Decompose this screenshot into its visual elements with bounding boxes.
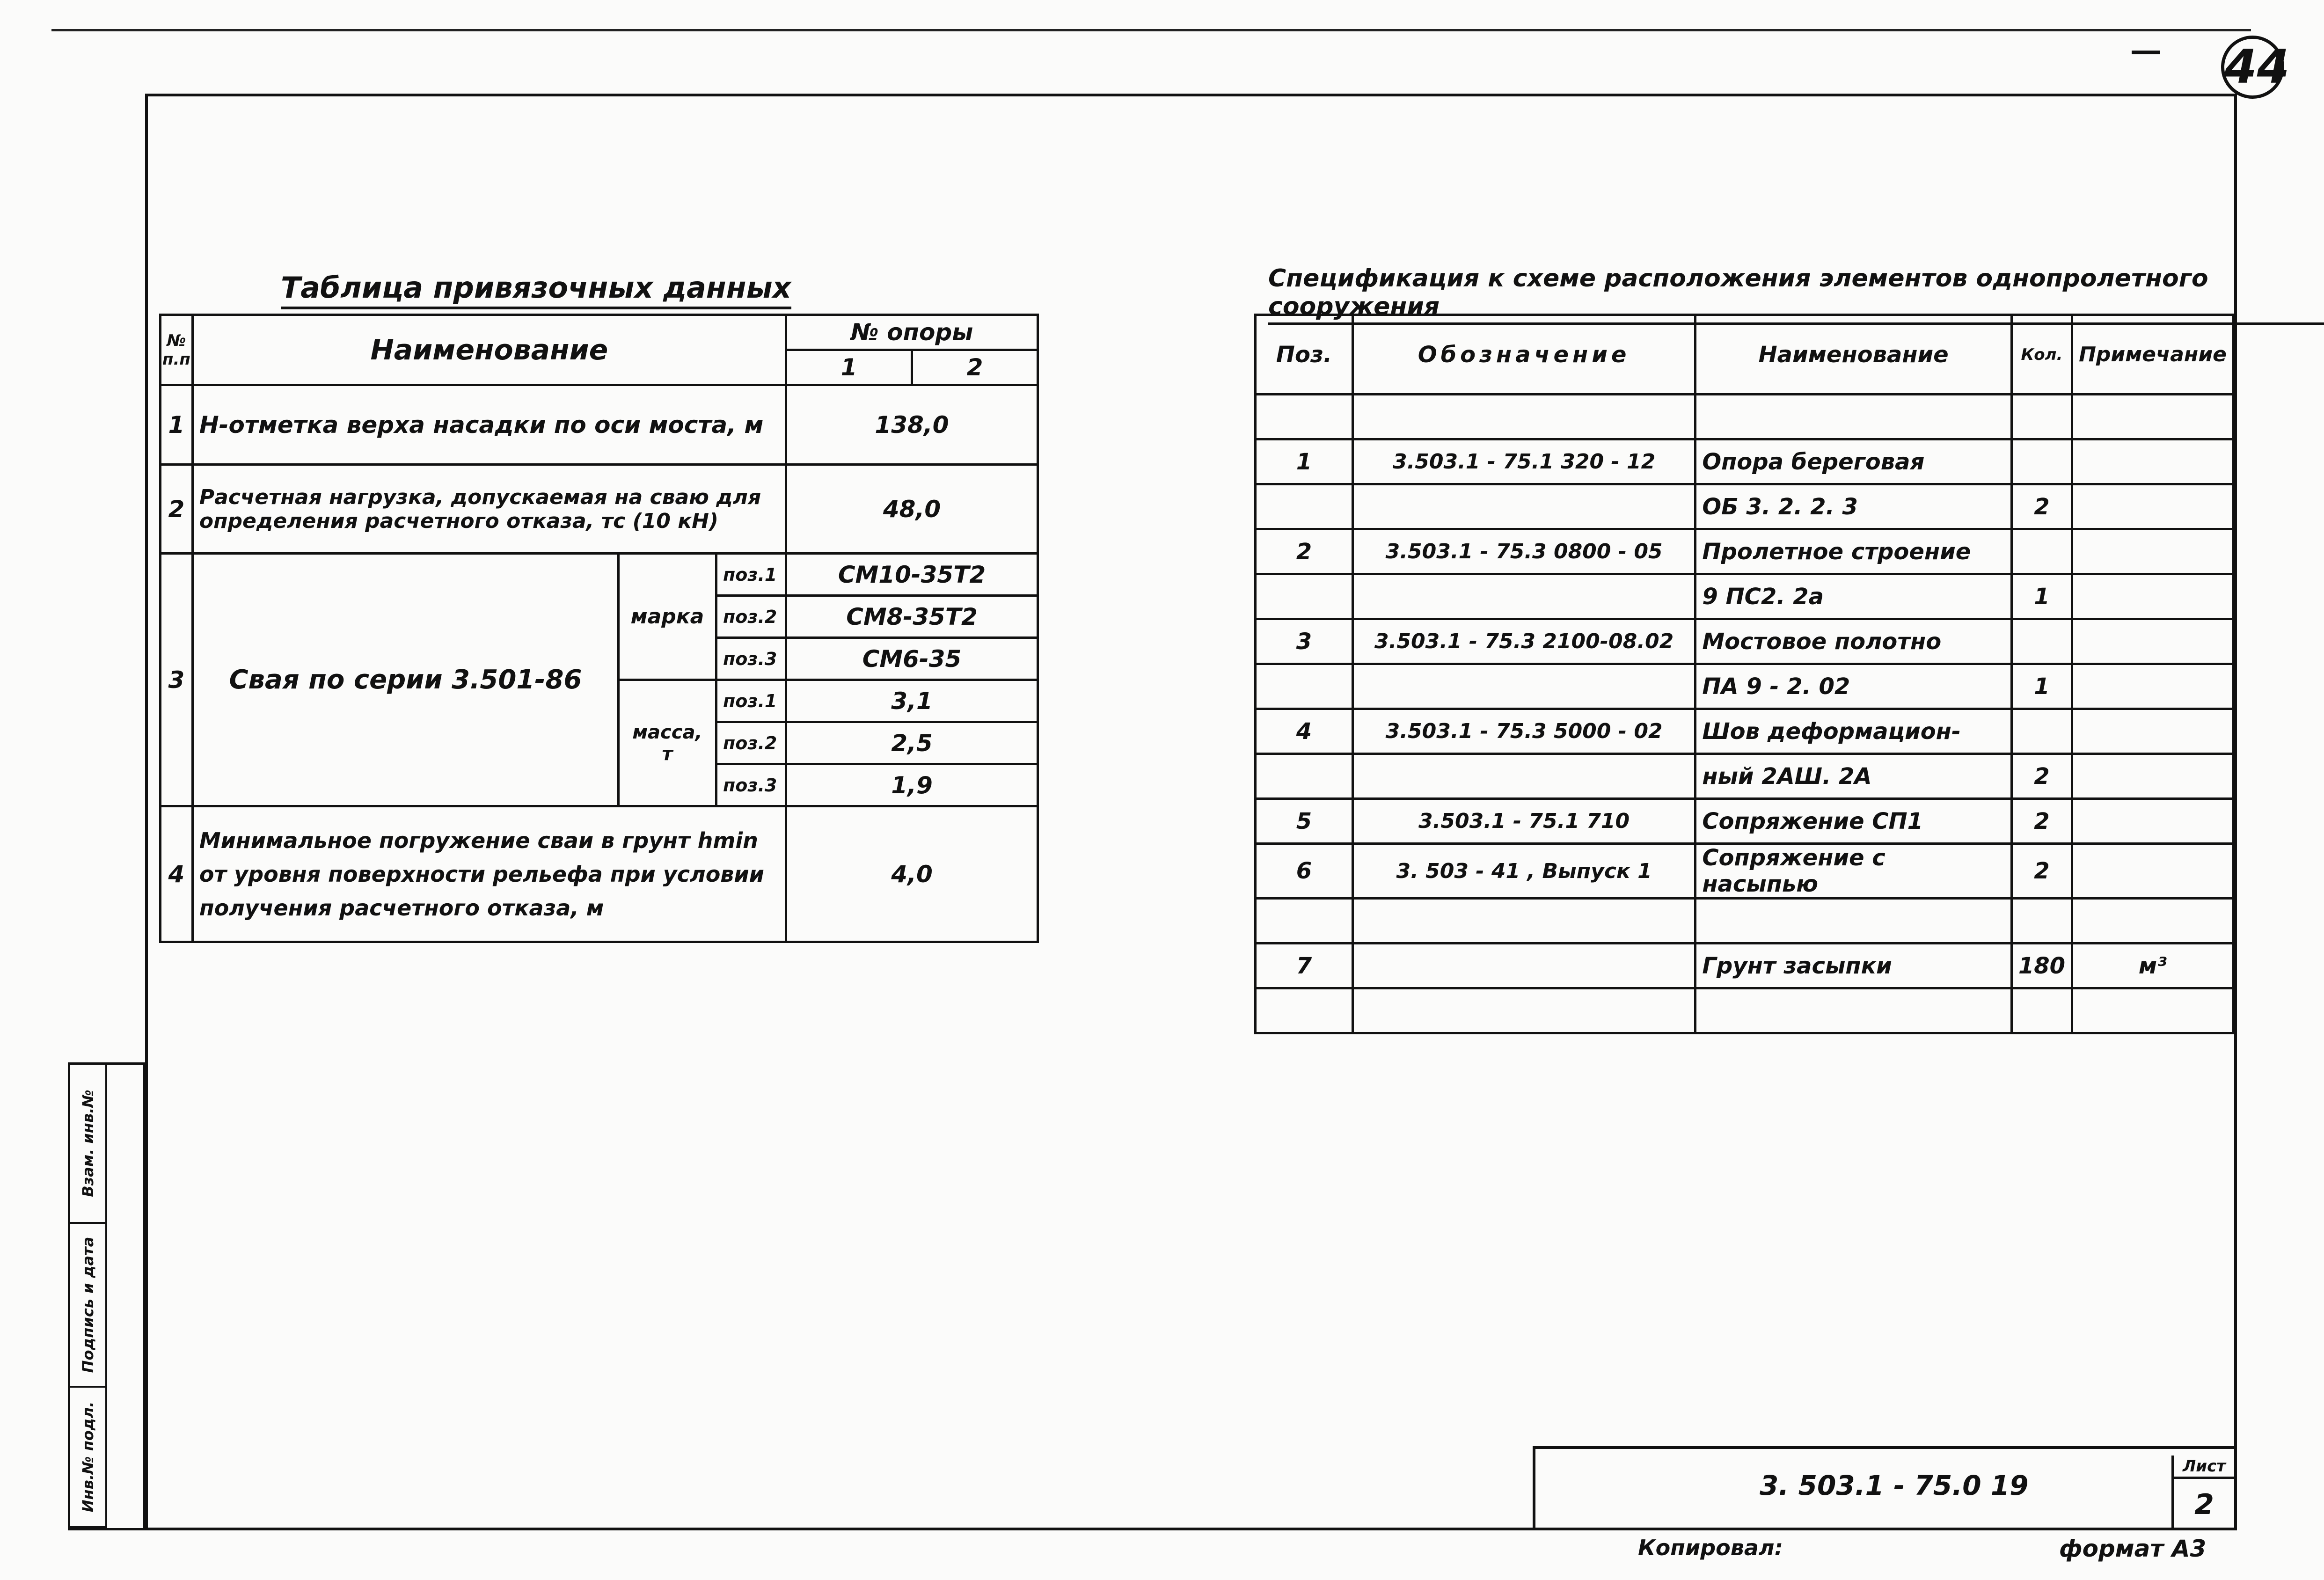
strip-cell-inventory: Инв.№ подл. — [70, 1388, 105, 1528]
support1-header: 1 — [786, 350, 912, 385]
table-row — [1256, 754, 2234, 799]
table-row — [1256, 799, 2234, 844]
cell-qty — [2011, 899, 2072, 944]
cell-name: ОБ 3. 2. 2. 3 — [1695, 484, 2012, 529]
cell-designation: 3.503.1 - 75.3 2100-08.02 — [1352, 619, 1695, 664]
cell-name: ный 2АШ. 2А — [1695, 754, 2012, 799]
cell-designation: 3.503.1 - 75.1 710 — [1352, 799, 1695, 844]
binding-data-table — [159, 314, 1039, 943]
cell-qty: 180 — [2011, 944, 2072, 988]
cell-pos — [1256, 899, 1353, 944]
table-row: поз.2 2,5 — [161, 722, 1038, 764]
cell-name — [1695, 899, 2012, 944]
cell-note: м³ — [2072, 944, 2234, 988]
cell-name: Мостовое полотно — [1695, 619, 2012, 664]
cell-qty — [2011, 619, 2072, 664]
table-row: 3 Свая по серии 3.501-86 марка поз.1 СМ10-35Т2 — [161, 554, 1038, 596]
cell-note — [2072, 754, 2234, 799]
cell-note — [2072, 988, 2234, 1033]
cell-note — [2072, 395, 2234, 439]
mark-label: марка — [619, 554, 716, 680]
num-col-header: № п.п — [161, 315, 193, 385]
paper-format: формат А3 — [2059, 1535, 2207, 1562]
cell-note — [2072, 709, 2234, 754]
cell-pos: 5 — [1256, 799, 1353, 844]
designation-col-header: Обозначение — [1352, 315, 1695, 395]
copied-by: Копировал: — [1638, 1535, 1783, 1560]
cell-name: ПА 9 - 2. 02 — [1695, 664, 2012, 709]
note-col-header: Примечание — [2072, 315, 2234, 395]
sheet-label: Лист — [2171, 1456, 2237, 1479]
cell-qty — [2011, 529, 2072, 574]
cell-qty: 1 — [2011, 664, 2072, 709]
table-row — [1256, 439, 2234, 484]
pos-col-header: Поз. — [1256, 315, 1353, 395]
cell-name — [1695, 395, 2012, 439]
cell-name: Опора береговая — [1695, 439, 2012, 484]
cell-qty — [2011, 395, 2072, 439]
table-row — [1256, 709, 2234, 754]
table-row: поз.3 1,9 — [161, 764, 1038, 806]
cell-designation — [1352, 484, 1695, 529]
name-col-header-2: Наименование — [1695, 315, 2012, 395]
specification-rows — [1256, 395, 2234, 1033]
cell-pos: 7 — [1256, 944, 1353, 988]
cell-pos: 6 — [1256, 844, 1353, 899]
pile-name: Свая по серии 3.501-86 — [192, 554, 618, 806]
name-col-header: Наименование — [192, 315, 786, 385]
cell-qty — [2011, 709, 2072, 754]
cell-name: Пролетное строение — [1695, 529, 2012, 574]
table-row — [1256, 944, 2234, 988]
cell-designation — [1352, 574, 1695, 619]
side-strip-labels — [70, 1065, 107, 1528]
cell-qty: 2 — [2011, 799, 2072, 844]
table-row — [1256, 484, 2234, 529]
table-row — [1256, 664, 2234, 709]
cell-note — [2072, 844, 2234, 899]
table1-title: Таблица привязочных данных — [281, 271, 791, 309]
cell-note — [2072, 529, 2234, 574]
table-row — [1256, 395, 2234, 439]
cell-pos — [1256, 484, 1353, 529]
cell-pos — [1256, 754, 1353, 799]
table-row — [1256, 899, 2234, 944]
strip-cell-signature: Подпись и дата — [70, 1224, 105, 1388]
cell-note — [2072, 619, 2234, 664]
table-row — [1256, 844, 2234, 899]
cell-name — [1695, 988, 2012, 1033]
cell-pos: 4 — [1256, 709, 1353, 754]
table-row: 4 Минимальное погружение сваи в грунт hmin от уровня поверхности рельефа при условии получения расчетного отказа, м 4,0 — [161, 806, 1038, 942]
cell-qty: 2 — [2011, 754, 2072, 799]
document-code: 3. 503.1 - 75.0 19 — [1760, 1470, 2029, 1501]
cell-designation: 3.503.1 - 75.1 320 - 12 — [1352, 439, 1695, 484]
table-row — [1256, 988, 2234, 1033]
sheet-number: 2 — [2194, 1488, 2214, 1521]
cell-pos: 3 — [1256, 619, 1353, 664]
cell-qty — [2011, 988, 2072, 1033]
table-row — [1256, 619, 2234, 664]
cell-qty: 1 — [2011, 574, 2072, 619]
cell-qty — [2011, 439, 2072, 484]
cell-note — [2072, 899, 2234, 944]
cell-designation — [1352, 754, 1695, 799]
table-row: поз.2 СМ8-35Т2 — [161, 596, 1038, 638]
support2-header: 2 — [912, 350, 1038, 385]
sheet-number-badge: 44 — [2221, 36, 2284, 99]
cell-designation: 3.503.1 - 75.3 5000 - 02 — [1352, 709, 1695, 754]
table-row — [1256, 574, 2234, 619]
cell-pos — [1256, 664, 1353, 709]
cell-designation — [1352, 988, 1695, 1033]
cell-name: Шов деформацион- — [1695, 709, 2012, 754]
cell-designation: 3. 503 - 41 , Выпуск 1 — [1352, 844, 1695, 899]
specification-table — [1254, 314, 2235, 1034]
cell-pos — [1256, 988, 1353, 1033]
table2-title: Спецификация к схеме расположения элементов однопролетного сооружения — [1268, 264, 2324, 325]
cell-qty: 2 — [2011, 484, 2072, 529]
cell-designation — [1352, 395, 1695, 439]
cell-pos: 2 — [1256, 529, 1353, 574]
table-row: масса, т поз.1 3,1 — [161, 680, 1038, 722]
cell-designation — [1352, 899, 1695, 944]
cell-note — [2072, 439, 2234, 484]
top-border-line — [51, 29, 2251, 31]
cell-qty: 2 — [2011, 844, 2072, 899]
dash-mark — [2132, 51, 2160, 54]
cell-note — [2072, 799, 2234, 844]
table-row: 2 Расчетная нагрузка, допускаемая на сваю для определения расчетного отказа, тс (10 кН) 48,0 — [161, 465, 1038, 554]
supports-col-header: № опоры — [786, 315, 1038, 350]
cell-note — [2072, 484, 2234, 529]
mass-label: масса, т — [619, 680, 716, 806]
qty-col-header: Кол. — [2011, 315, 2072, 395]
table-row — [1256, 529, 2234, 574]
cell-pos — [1256, 574, 1353, 619]
cell-name: Сопряжение СП1 — [1695, 799, 2012, 844]
cell-name: Сопряжение с насыпью — [1695, 844, 2012, 899]
cell-pos: 1 — [1256, 439, 1353, 484]
table-row: поз.3 СМ6-35 — [161, 638, 1038, 680]
cell-designation — [1352, 944, 1695, 988]
cell-name: 9 ПС2. 2а — [1695, 574, 2012, 619]
cell-designation — [1352, 664, 1695, 709]
cell-designation: 3.503.1 - 75.3 0800 - 05 — [1352, 529, 1695, 574]
table-row: 1 Н-отметка верха насадки по оси моста, м 138,0 — [161, 385, 1038, 465]
cell-note — [2072, 574, 2234, 619]
cell-pos — [1256, 395, 1353, 439]
cell-note — [2072, 664, 2234, 709]
strip-cell-replace: Взам. инв.№ — [70, 1065, 105, 1224]
cell-name: Грунт засыпки — [1695, 944, 2012, 988]
